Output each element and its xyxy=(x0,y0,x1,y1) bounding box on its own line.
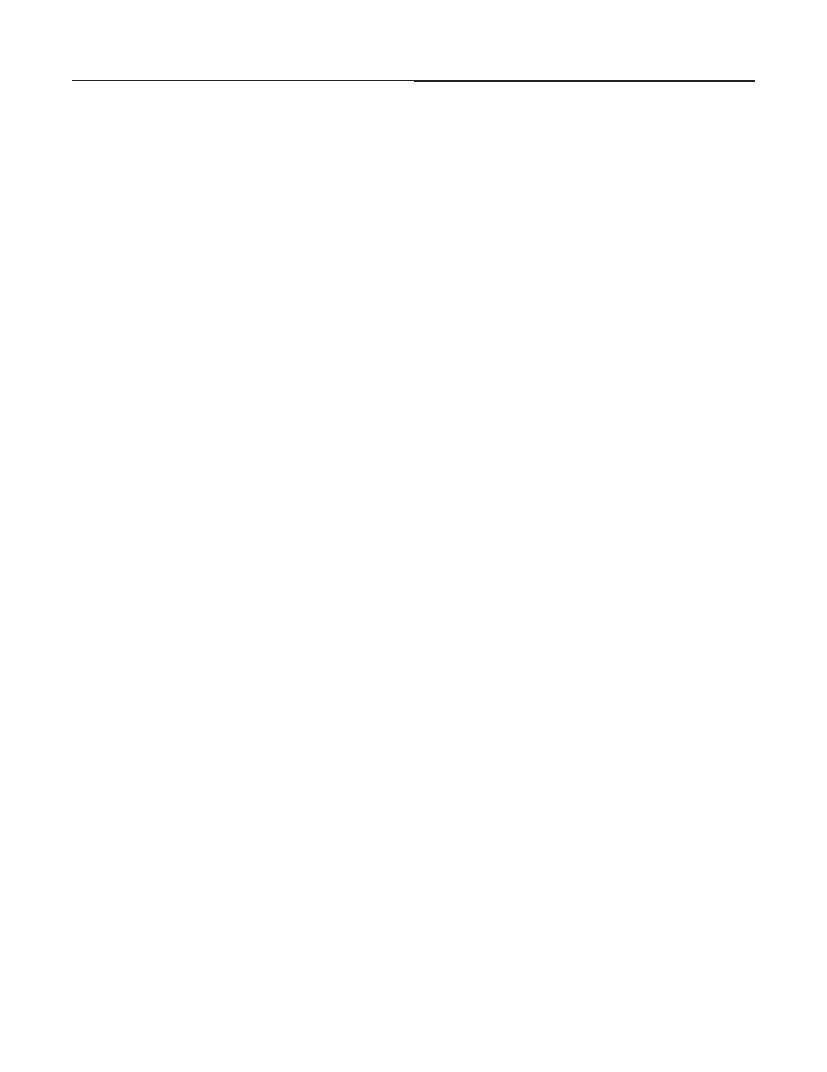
table2 xyxy=(72,80,755,82)
table2-super-header xyxy=(414,81,756,82)
figure4-plot xyxy=(428,622,758,862)
figure3-plot xyxy=(72,268,402,700)
